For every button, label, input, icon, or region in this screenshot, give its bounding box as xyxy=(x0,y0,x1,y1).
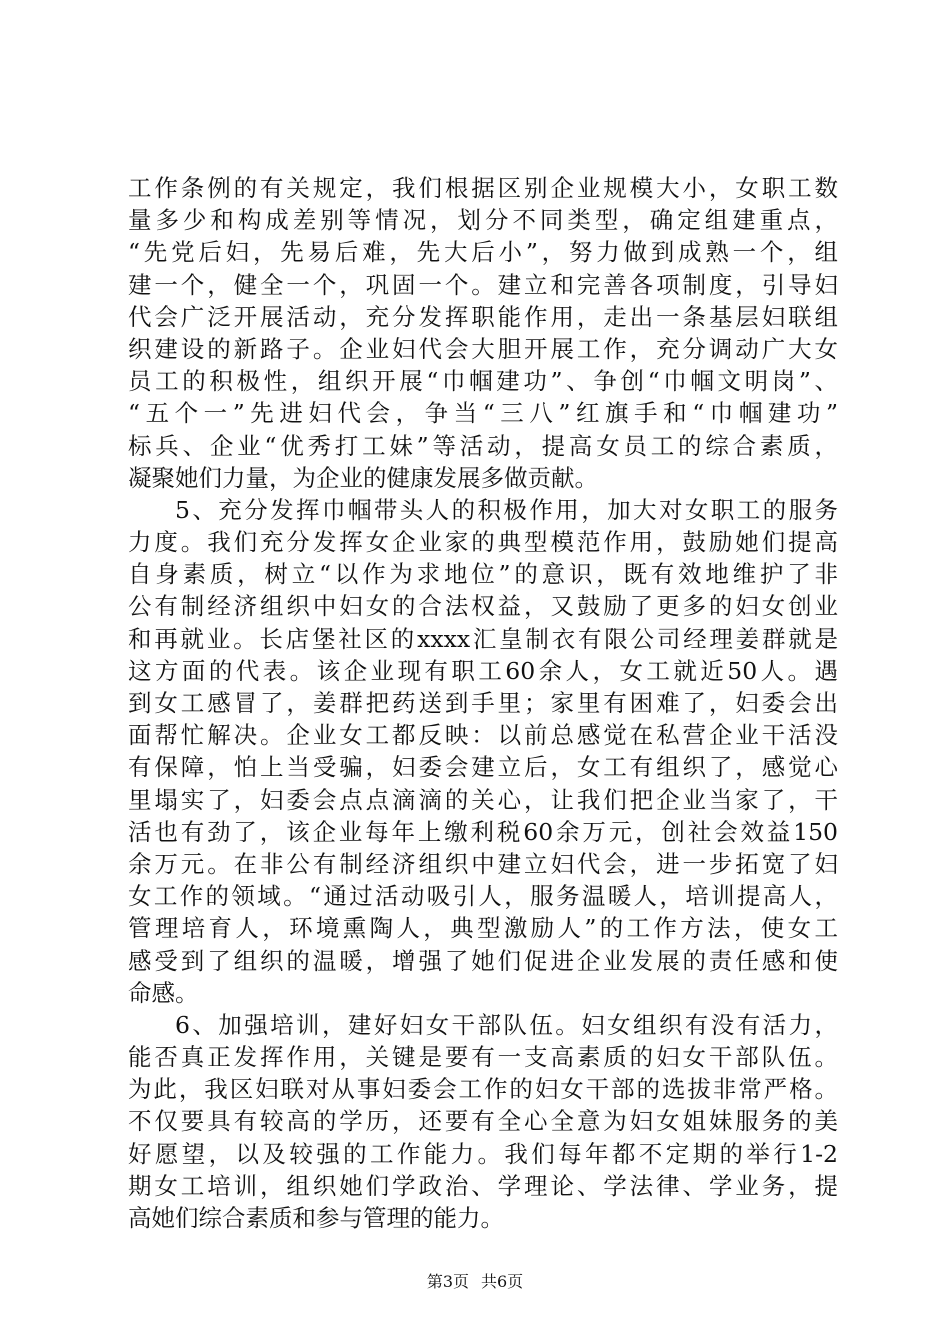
text-line: 凝聚她们力量，为企业的健康发展多做贡献。 xyxy=(128,463,598,492)
page-total: 共6页 xyxy=(481,1272,524,1291)
text-line: 活也有劲了，该企业每年上缴利税60余万元，创社会效益150 xyxy=(128,817,838,846)
text-line: 有保障，怕上当受骗，妇委会建立后，女工有组织了，感觉心 xyxy=(128,753,838,782)
text-line: 不仅要具有较高的学历，还要有全心全意为妇女姐妹服务的美 xyxy=(128,1107,838,1136)
text-line: 管理培育人，环境熏陶人，典型激励人”的工作方法，使女工 xyxy=(128,914,838,943)
text-line: 和再就业。长店堡社区的xxxx汇皇制衣有限公司经理姜群就是 xyxy=(128,624,838,653)
text-line: 好愿望，以及较强的工作能力。我们每年都不定期的举行1-2 xyxy=(128,1139,838,1168)
text-line: 代会广泛开展活动，充分发挥职能作用，走出一条基层妇联组 xyxy=(128,302,838,331)
text-line: 余万元。在非公有制经济组织中建立妇代会，进一步拓宽了妇 xyxy=(128,849,838,878)
text-line: 这方面的代表。该企业现有职工60余人，女工就近50人。遇 xyxy=(128,656,838,685)
page-footer xyxy=(0,1272,950,1292)
text-line: 织建设的新路子。企业妇代会大胆开展工作，充分调动广大女 xyxy=(128,334,838,363)
paragraph-2 xyxy=(128,494,838,1009)
text-line: 高她们综合素质和参与管理的能力。 xyxy=(128,1204,504,1232)
text-line: 工作条例的有关规定，我们根据区别企业规模大小，女职工数 xyxy=(128,174,838,202)
text-line: 面帮忙解决。企业女工都反映：以前总感觉在私营企业干活没 xyxy=(128,721,838,750)
text-line: 到女工感冒了，姜群把药送到手里；家里有困难了，妇委会出 xyxy=(128,689,838,717)
text-line: 里塌实了，妇委会点点滴滴的关心，让我们把企业当家了，干 xyxy=(128,785,838,814)
text-line: 力度。我们充分发挥女企业家的典型模范作用，鼓励她们提高 xyxy=(128,528,838,557)
text-line: 自身素质，树立“以作为求地位”的意识，既有效地维护了非 xyxy=(128,560,838,589)
text-line: 女工作的领域。“通过活动吸引人，服务温暖人，培训提高人， xyxy=(128,882,838,911)
text-line: 量多少和构成差别等情况，划分不同类型，确定组建重点， xyxy=(128,206,838,235)
text-line: 命感。 xyxy=(128,978,199,1007)
text-line: 期女工培训，组织她们学政治、学理论、学法律、学业务，提 xyxy=(128,1171,838,1200)
page-number: 第3页 xyxy=(426,1272,469,1291)
text-line: 5、充分发挥巾帼带头人的积极作用，加大对女职工的服务 xyxy=(175,495,838,524)
text-line: “五个一”先进妇代会，争当“三八”红旗手和“巾帼建功” xyxy=(128,399,838,428)
text-line: 6、加强培训，建好妇女干部队伍。妇女组织有没有活力， xyxy=(175,1010,838,1039)
text-line: 标兵、企业“优秀打工妹”等活动，提高女员工的综合素质， xyxy=(128,431,838,460)
text-line: 感受到了组织的温暖，增强了她们促进企业发展的责任感和使 xyxy=(128,946,838,975)
text-line: 公有制经济组织中妇女的合法权益，又鼓励了更多的妇女创业 xyxy=(128,592,838,621)
text-line: 员工的积极性，组织开展“巾帼建功”、争创“巾帼文明岗”、 xyxy=(128,367,838,396)
paragraph-3 xyxy=(128,1009,838,1234)
text-line: 为此，我区妇联对从事妇委会工作的妇女干部的选拔非常严格。 xyxy=(128,1075,838,1104)
paragraph-1 xyxy=(128,172,838,494)
document-body xyxy=(128,172,838,1234)
text-line: 能否真正发挥作用，关键是要有一支高素质的妇女干部队伍。 xyxy=(128,1043,838,1072)
text-line: “先党后妇，先易后难，先大后小”，努力做到成熟一个，组 xyxy=(128,238,838,267)
text-line: 建一个，健全一个，巩固一个。建立和完善各项制度，引导妇 xyxy=(128,270,838,299)
